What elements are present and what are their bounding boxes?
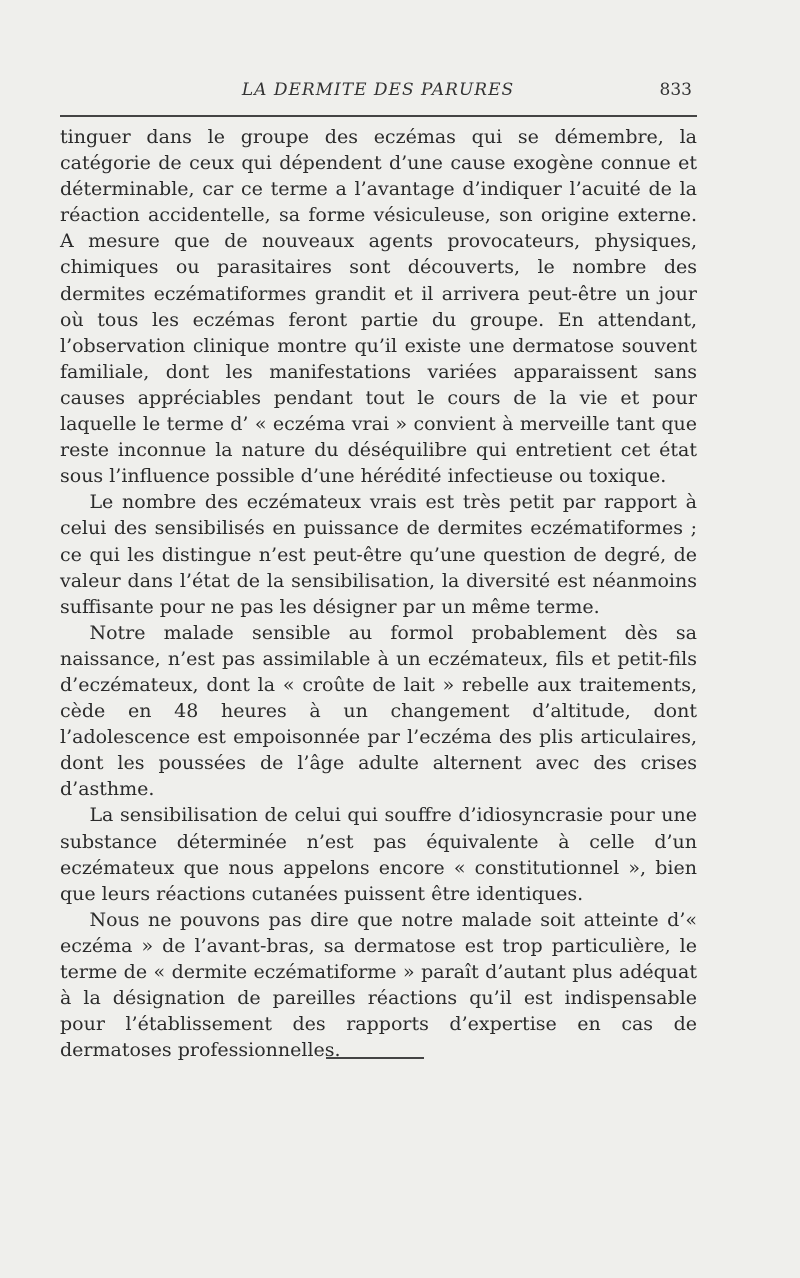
running-title: LA DERMITE DES PARURES	[241, 80, 515, 100]
paragraph: Nous ne pouvons pas dire que notre malade soit atteinte d’« eczéma » de l’avant-bras, sa dermatose est trop particulière, le terme de « dermite eczématiforme » paraît d’autant plus adéquat à la désignation de pareilles réactions qu’il est indispensable pour l’établissement des rapports d’expertise en cas de dermatoses professionnelles.	[60, 908, 697, 1062]
running-header	[58, 80, 698, 104]
paragraph: La sensibilisation de celui qui souffre d’idiosyncrasie pour une substance déterminée n’est pas équivalente à celle d’un eczémateux que nous appelons encore « constitutionnel », bien que leurs réactions cutanées puissent être identiques.	[60, 804, 697, 905]
page-number: 833	[659, 80, 692, 100]
paragraph-continuation: tinguer dans le groupe des eczémas qui se démembre, la catégorie de ceux qui dépendent d’une cause exogène connue et déterminable, car ce terme a l’avantage d’indiquer l’acuité de la réaction accidentelle, sa forme vésiculeuse, son origine externe. A mesure que de nouveaux agents provocateurs, physiques, chimiques ou parasitaires sont découverts, le nombre des dermites eczématiformes grandit et il arrivera peut-être un jour où tous les eczémas feront partie du groupe. En attendant, l’observation clinique montre qu’il existe une dermatose souvent familiale, dont les manifestations variées apparaissent sans causes appréciables pendant tout le cours de la vie et pour laquelle le terme d’ « eczéma vrai » convient à merveille tant que reste inconnue la nature du déséquilibre qui entretient cet état sous l’influence possible d’une hérédité infectieuse ou toxique.	[60, 126, 697, 488]
header-rule	[60, 115, 697, 117]
body-text	[60, 124, 697, 1063]
section-end-rule	[326, 1057, 424, 1059]
paragraph: Le nombre des eczémateux vrais est très petit par rapport à celui des sensibilisés en puissance de dermites eczématiformes ; ce qui les distingue n’est peut-être qu’une question de degré, de valeur dans l’état de la sensibilisation, la diversité est néanmoins suffisante pour ne pas les désigner par un même terme.	[60, 491, 697, 618]
paragraph: Notre malade sensible au formol probablement dès sa naissance, n’est pas assimilable à un eczémateux, fils et petit-fils d’eczémateux, dont la « croûte de lait » rebelle aux traitements, cède en 48 heures à un changement d’altitude, dont l’adolescence est empoisonnée par l’eczéma des plis articulaires, dont les poussées de l’âge adulte alternent avec des crises d’asthme.	[60, 621, 697, 801]
